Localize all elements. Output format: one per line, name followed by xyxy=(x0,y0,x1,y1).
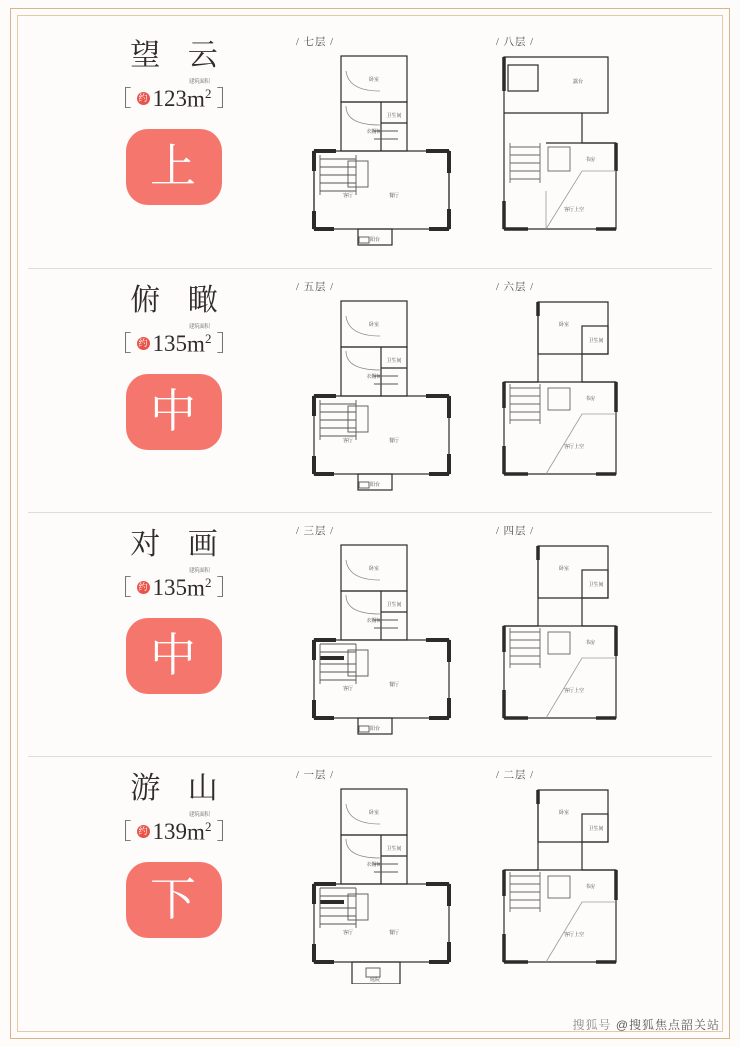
bracket-right: ］ xyxy=(216,575,239,601)
room-label: 卧室 xyxy=(558,566,570,572)
unit-exponent: 2 xyxy=(204,86,212,101)
rows-container xyxy=(28,24,712,1024)
floor-plan xyxy=(286,767,486,987)
floor-plan xyxy=(486,523,686,743)
floor-plan-label: / 四层 / xyxy=(496,526,535,537)
unit-area xyxy=(74,79,274,113)
floor-plan-drawing xyxy=(286,540,486,740)
floor-plan-label: / 一层 / xyxy=(296,770,335,781)
watermark-prefix: 搜狐号 xyxy=(572,1018,612,1032)
floor-plan xyxy=(286,279,486,499)
room-label: 餐厅 xyxy=(388,193,400,199)
unit-note: 建筑面积 xyxy=(188,568,210,574)
unit-title: 游 山 xyxy=(130,772,228,805)
room-label: 客厅上空 xyxy=(563,688,585,694)
room-label: 衣帽间 xyxy=(366,862,382,868)
room-label: 客厅上空 xyxy=(563,207,585,213)
room-label: 卫生间 xyxy=(386,113,402,119)
room-label: 客厅上空 xyxy=(563,444,585,450)
unit-row xyxy=(28,512,712,756)
area-value: 139 xyxy=(152,819,188,845)
room-label: 卫生间 xyxy=(588,826,604,832)
unit-row xyxy=(28,756,712,1000)
room-label: 餐厅 xyxy=(388,438,400,444)
watermark xyxy=(572,1016,720,1033)
unit-area xyxy=(74,812,274,846)
floor-plan-drawing xyxy=(486,540,686,740)
floor-plan xyxy=(486,767,686,987)
room-label: 卫生间 xyxy=(588,582,604,588)
floor-plan-drawing xyxy=(286,784,486,984)
room-label: 庭院 xyxy=(369,977,381,983)
level-badge: 上 xyxy=(126,129,222,205)
room-label: 卫生间 xyxy=(386,358,402,364)
room-label: 书房 xyxy=(584,640,596,646)
area-value: 135 xyxy=(152,575,188,601)
bracket-left: ［ xyxy=(109,819,132,845)
room-label: 阳台 xyxy=(369,482,381,488)
floor-plan-drawing xyxy=(486,296,686,496)
unit-info xyxy=(74,283,274,450)
approx-badge: 约 xyxy=(138,92,148,103)
bracket-right: ］ xyxy=(216,331,239,357)
area-unit xyxy=(187,324,212,358)
unit-exponent: 2 xyxy=(204,819,212,834)
room-label: 卧室 xyxy=(368,566,380,572)
level-badge: 中 xyxy=(126,618,222,694)
approx-badge: 约 xyxy=(138,825,148,836)
watermark-account: @搜狐焦点韶关站 xyxy=(615,1018,720,1032)
unit-title: 俯 瞰 xyxy=(130,284,228,317)
room-label: 餐厅 xyxy=(388,930,400,936)
unit-note: 建筑面积 xyxy=(188,324,210,330)
room-label: 卫生间 xyxy=(386,846,402,852)
bracket-right: ］ xyxy=(216,819,239,845)
floor-plan-label: / 二层 / xyxy=(496,770,535,781)
floor-plan-label: / 七层 / xyxy=(296,37,335,48)
room-label: 客厅 xyxy=(342,193,354,199)
room-label: 书房 xyxy=(584,396,596,402)
unit-note: 建筑面积 xyxy=(188,812,210,818)
unit-info xyxy=(74,527,274,694)
unit-symbol: m xyxy=(187,575,205,601)
room-label: 阳台 xyxy=(369,237,381,243)
room-label: 客厅 xyxy=(342,686,354,692)
unit-row xyxy=(28,268,712,512)
bracket-left: ［ xyxy=(109,86,132,112)
room-label: 卫生间 xyxy=(588,338,604,344)
room-label: 阳台 xyxy=(369,726,381,732)
room-label: 卧室 xyxy=(368,810,380,816)
room-label: 餐厅 xyxy=(388,682,400,688)
room-label: 客厅 xyxy=(342,438,354,444)
floor-plan-label: / 六层 / xyxy=(496,282,535,293)
level-badge: 中 xyxy=(126,374,222,450)
floor-plan-drawing xyxy=(486,51,686,251)
unit-exponent: 2 xyxy=(204,575,212,590)
room-label: 卧室 xyxy=(368,77,380,83)
area-value: 123 xyxy=(152,86,188,112)
room-label: 书房 xyxy=(584,884,596,890)
bracket-left: ［ xyxy=(109,575,132,601)
bracket-right: ］ xyxy=(216,86,239,112)
approx-badge: 约 xyxy=(138,581,148,592)
area-value: 135 xyxy=(152,331,188,357)
floor-plan-label: / 八层 / xyxy=(496,37,535,48)
unit-info xyxy=(74,38,274,205)
unit-title: 对 画 xyxy=(130,528,228,561)
unit-area xyxy=(74,324,274,358)
unit-row xyxy=(28,24,712,268)
room-label: 卧室 xyxy=(558,322,570,328)
unit-note: 建筑面积 xyxy=(188,79,210,85)
area-unit xyxy=(187,79,212,113)
unit-exponent: 2 xyxy=(204,331,212,346)
floor-plan-drawing xyxy=(286,51,486,251)
unit-symbol: m xyxy=(187,819,205,845)
unit-area xyxy=(74,568,274,602)
room-label: 露台 xyxy=(572,79,584,85)
room-label: 衣帽间 xyxy=(366,618,382,624)
floor-plan xyxy=(486,279,686,499)
floor-plan-label: / 五层 / xyxy=(296,282,335,293)
room-label: 客厅上空 xyxy=(563,932,585,938)
unit-symbol: m xyxy=(187,86,205,112)
floor-plan-drawing xyxy=(486,784,686,984)
unit-info xyxy=(74,771,274,938)
area-unit xyxy=(187,568,212,602)
unit-title: 望 云 xyxy=(130,39,228,72)
room-label: 衣帽间 xyxy=(366,129,382,135)
approx-badge: 约 xyxy=(138,337,148,348)
room-label: 衣帽间 xyxy=(366,374,382,380)
unit-symbol: m xyxy=(187,331,205,357)
room-label: 卧室 xyxy=(368,322,380,328)
room-label: 卧室 xyxy=(558,810,570,816)
room-label: 客厅 xyxy=(342,930,354,936)
floor-plan xyxy=(486,34,686,254)
floor-plan-drawing xyxy=(286,296,486,496)
room-label: 卫生间 xyxy=(386,602,402,608)
bracket-left: ［ xyxy=(109,331,132,357)
room-label: 书房 xyxy=(584,157,596,163)
floor-plan xyxy=(286,523,486,743)
floor-plan xyxy=(286,34,486,254)
level-badge: 下 xyxy=(126,862,222,938)
floor-plan-label: / 三层 / xyxy=(296,526,335,537)
area-unit xyxy=(187,812,212,846)
